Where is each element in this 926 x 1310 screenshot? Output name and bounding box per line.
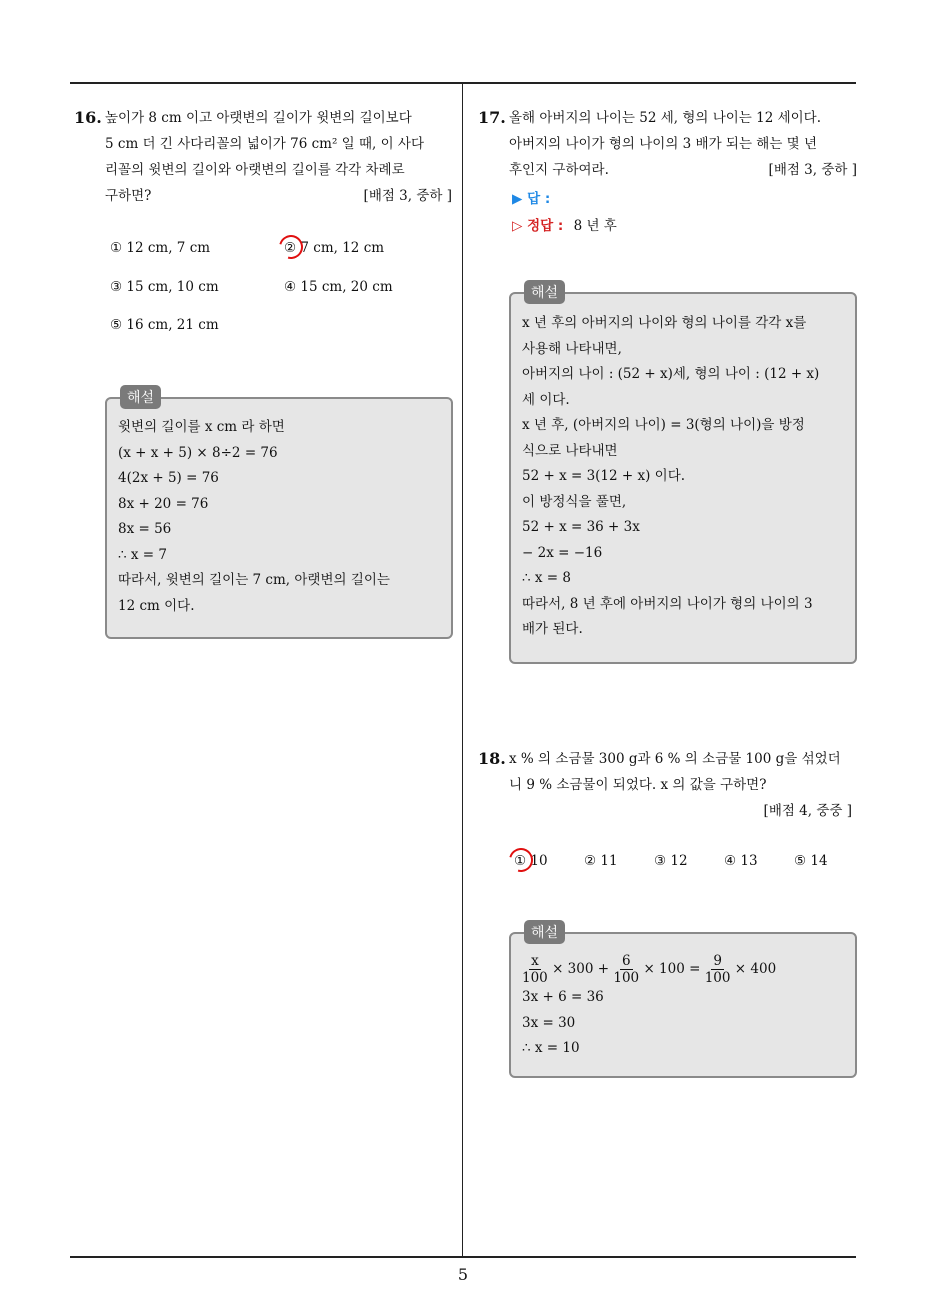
- q16-sol-5: 8x = 56: [118, 521, 172, 537]
- q17-correct-label: ▷ 정답 :: [512, 218, 564, 234]
- q16-choice-2[interactable]: ② 7 cm, 12 cm: [284, 240, 385, 256]
- q16-sol-1: 윗변의 길이를 x cm 라 하면: [118, 419, 285, 435]
- q18-sol-2: 3x = 30: [522, 1014, 576, 1031]
- q17-sol-8: 이 방정식을 풀면,: [522, 493, 627, 510]
- q18-sol-1: 3x + 6 = 36: [522, 989, 604, 1005]
- q17-sol-4: 세 이다.: [522, 391, 570, 408]
- q18-solution: [522, 985, 604, 1062]
- q17-sol-13: 배가 된다.: [522, 621, 583, 637]
- q17-line-3: 후인지 구하여라.: [509, 162, 609, 178]
- q16-choice-3[interactable]: ③ 15 cm, 10 cm: [110, 279, 219, 295]
- q18-frac-text-2: × 100 =: [643, 961, 701, 977]
- q17-sol-9: 52 + x = 36 + 3x: [522, 519, 640, 535]
- q16-line-2: 5 cm 더 긴 사다리꼴의 넓이가 76 cm² 일 때, 이 사다: [105, 136, 425, 152]
- q17-line-1: 올해 아버지의 나이는 52 세, 형의 나이는 12 세이다.: [509, 110, 822, 126]
- q16-line-3: 리꼴의 윗변의 길이와 아랫변의 길이를 각각 차례로: [105, 162, 405, 178]
- q17-correct-value: 8 년 후: [573, 218, 617, 234]
- q17-sol-6: 식으로 나타내면: [522, 442, 618, 459]
- q16-sol-4: 8x + 20 = 76: [118, 495, 209, 512]
- q16-sol-6: ∴ x = 7: [118, 546, 167, 563]
- q17-sol-3: 아버지의 나이 : (52 + x)세, 형의 나이 : (12 + x): [522, 366, 820, 382]
- q16-score: [배점 3, 중하 ]: [363, 188, 452, 204]
- q16-solution-tag: 해설: [120, 385, 161, 409]
- q16-choice-4[interactable]: ④ 15 cm, 20 cm: [284, 279, 393, 295]
- q16-answer-mark: [275, 231, 308, 264]
- q18-line-1: x % 의 소금물 300 g과 6 % 의 소금물 100 g을 섞었더: [509, 751, 841, 767]
- q16-choice-5[interactable]: ⑤ 16 cm, 21 cm: [110, 317, 219, 333]
- q16-sol-3: 4(2x + 5) = 76: [118, 470, 219, 486]
- q18-choice-5[interactable]: ⑤ 14: [794, 853, 828, 869]
- q18-frac-3: [705, 953, 731, 986]
- column-divider: [462, 83, 463, 1258]
- q18-choice-2[interactable]: ② 11: [584, 853, 618, 869]
- q18-solution-tag: 해설: [524, 920, 565, 944]
- q18-frac-3-num: 9: [713, 953, 722, 969]
- q16-line-4: 구하면?: [105, 188, 152, 204]
- top-rule: [70, 82, 856, 84]
- q17-sol-10: − 2x = −16: [522, 544, 603, 561]
- q17-sol-7: 52 + x = 3(12 + x) 이다.: [522, 468, 686, 484]
- q18-frac-2: [613, 953, 639, 986]
- q18-question: [509, 746, 859, 798]
- q16-sol-2: (x + x + 5) × 8÷2 = 76: [118, 444, 278, 461]
- q18-choice-4[interactable]: ④ 13: [724, 853, 758, 869]
- q17-answer-label: ▶ 답 :: [512, 191, 551, 207]
- q17-sol-2: 사용해 나타내면,: [522, 340, 622, 357]
- q18-number: 18.: [478, 749, 506, 768]
- q16-number: 16.: [74, 108, 102, 127]
- q18-frac-text-3: × 400: [734, 961, 777, 977]
- q17-solution: [522, 311, 819, 643]
- q17-correct: [512, 213, 617, 239]
- bottom-rule: [70, 1256, 856, 1258]
- q18-frac-2-den: 100: [613, 970, 640, 986]
- q16-choice-1[interactable]: ① 12 cm, 7 cm: [110, 240, 211, 256]
- q16-sol-8: 12 cm 이다.: [118, 597, 195, 614]
- q16-sol-7: 따라서, 윗변의 길이는 7 cm, 아랫변의 길이는: [118, 572, 390, 588]
- q16-line-1: 높이가 8 cm 이고 아랫변의 길이가 윗변의 길이보다: [105, 110, 412, 126]
- q16-solution: [118, 415, 390, 619]
- q18-score: [배점 4, 중중 ]: [763, 803, 852, 819]
- page-number: 5: [457, 1265, 469, 1284]
- q18-fraction-equation: [522, 953, 776, 986]
- q18-choice-1[interactable]: ① 10: [514, 853, 548, 869]
- q17-sol-12: 따라서, 8 년 후에 아버지의 나이가 형의 나이의 3: [522, 595, 813, 612]
- q17-sol-5: x 년 후, (아버지의 나이) = 3(형의 나이)을 방정: [522, 417, 805, 433]
- q17-score: [배점 3, 중하 ]: [768, 162, 857, 178]
- q18-frac-1: [522, 953, 548, 986]
- q18-frac-text-1: × 300 +: [552, 961, 610, 977]
- q18-answer-mark: [505, 844, 538, 877]
- q18-choice-3[interactable]: ③ 12: [654, 853, 688, 869]
- q17-solution-tag: 해설: [524, 280, 565, 304]
- q17-sol-11: ∴ x = 8: [522, 570, 571, 586]
- q18-sol-3: ∴ x = 10: [522, 1040, 580, 1056]
- q18-frac-1-num: x: [531, 953, 539, 969]
- q17-number: 17.: [478, 108, 506, 127]
- q17-sol-1: x 년 후의 아버지의 나이와 형의 나이를 각각 x를: [522, 315, 807, 331]
- q18-frac-1-den: 100: [522, 970, 548, 986]
- q17-line-2: 아버지의 나이가 형의 나이의 3 배가 되는 해는 몇 년: [509, 136, 818, 152]
- q18-frac-2-num: 6: [621, 953, 631, 969]
- q18-frac-3-den: 100: [704, 970, 731, 986]
- q18-line-2: 니 9 % 소금물이 되었다. x 의 값을 구하면?: [509, 777, 767, 793]
- q17-answer: [512, 186, 550, 212]
